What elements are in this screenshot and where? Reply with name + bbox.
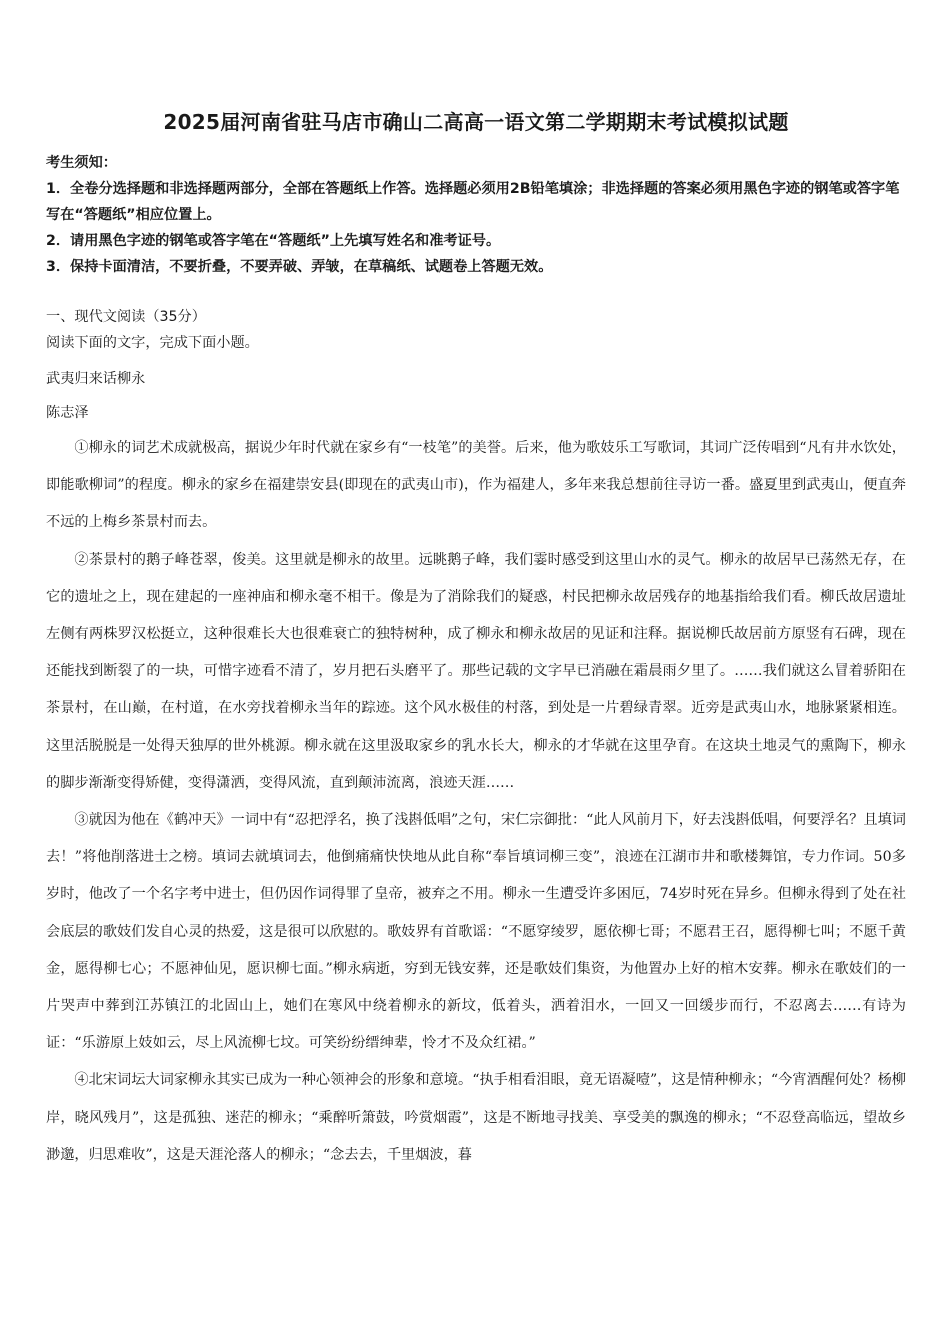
exam-notice (46, 150, 906, 280)
reading-instruction: 阅读下面的文字，完成下面小题。 (46, 335, 259, 351)
article-title: 武夷归来话柳永 (46, 371, 146, 387)
article-paragraph-3: ③就因为他在《鹤冲天》一词中有“忍把浮名，换了浅斟低唱”之句，宋仁宗御批：“此人风前月下，好去浅斟低唱，何要浮名？且填词去！”将他削落进士之榜。填词去就填词去，他倒痛痛快快地从此自称“奉旨填词柳三变”，浪迹在江湖市井和歌楼舞馆，专力作词。50多岁时，他改了一个名字考中进士，但仍因作词得罪了皇帝，被弃之不用。柳永一生遭受许多困厄，74岁时死在异乡。但柳永得到了处在社会底层的歌妓们发自心灵的热爱，这是很可以欣慰的。歌妓界有首歌谣：“不愿穿绫罗，愿依柳七哥；不愿君王召，愿得柳七叫；不愿千黄金，愿得柳七心；不愿神仙见，愿识柳七面。”柳永病逝，穷到无钱安葬，还是歌妓们集资，为他置办上好的棺木安葬。柳永在歌妓们的一片哭声中葬到江苏镇江的北固山上，她们在寒风中绕着柳永的新坟，低着头，洒着泪水，一回又一回缓步而行，不忍离去……有诗为证：“乐游原上妓如云，尽上风流柳七坟。可笑纷纷缙绅辈，怜才不及众红裙。” (46, 812, 906, 1052)
article-paragraph-1: ①柳永的词艺术成就极高，据说少年时代就在家乡有“一枝笔”的美誉。后来，他为歌妓乐工写歌词，其词广泛传唱到“凡有井水饮处，即能歌柳词”的程度。柳永的家乡在福建崇安县(即现在的武夷山市)，作为福建人，多年来我总想前往寻访一番。盛夏里到武夷山，便直奔不远的上梅乡茶景村而去。 (46, 440, 906, 531)
page-title: 2025届河南省驻马店市确山二高高一语文第二学期期末考试模拟试题 (163, 110, 789, 134)
notice-heading: 考生须知： (46, 155, 117, 171)
article-paragraph-2: ②茶景村的鹅子峰苍翠，俊美。这里就是柳永的故里。远眺鹅子峰，我们霎时感受到这里山水的灵气。柳永的故居早已荡然无存，在它的遗址之上，现在建起的一座神庙和柳永毫不相干。像是为了消除我们的疑惑，村民把柳永故居残存的地基指给我们看。柳氏故居遗址左侧有两株罗汉松挺立，这种很难长大也很难衰亡的独特树种，成了柳永和柳永故居的见证和注释。据说柳氏故居前方原竖有石碑，现在还能找到断裂了的一块，可惜字迹看不清了，岁月把石头磨平了。那些记载的文字早已消融在霜晨雨夕里了。……我们就这么冒着骄阳在茶景村，在山巅，在村道，在水旁找着柳永当年的踪迹。这个风水极佳的村落，到处是一片碧绿青翠。近旁是武夷山水，地脉紧紧相连。这里活脱脱是一处得天独厚的世外桃源。柳永就在这里汲取家乡的乳水长大，柳永的才华就在这里孕育。在这块土地灵气的熏陶下，柳永的脚步渐渐变得矫健，变得潇洒，变得风流，直到颠沛流离，浪迹天涯…… (46, 551, 906, 791)
notice-item-3: 3．保持卡面清洁，不要折叠，不要弄破、弄皱，在草稿纸、试题卷上答题无效。 (46, 259, 553, 275)
notice-item-2: 2．请用黑色字迹的钢笔或答字笔在“答题纸”上先填写姓名和准考证号。 (46, 233, 501, 249)
section-heading: 一、现代文阅读（35分） (46, 309, 206, 325)
article-author: 陈志泽 (46, 405, 89, 421)
notice-item-1: 1．全卷分选择题和非选择题两部分，全部在答题纸上作答。选择题必须用2B铅笔填涂；非选择题的答案必须用黑色字迹的钢笔或答字笔写在“答题纸”相应位置上。 (46, 181, 900, 223)
document-page (46, 108, 906, 1174)
article-paragraph-4: ④北宋词坛大词家柳永其实已成为一种心领神会的形象和意境。“执手相看泪眼，竟无语凝噎”，这是情种柳永；“今宵酒醒何处？杨柳岸，晓风残月”，这是孤独、迷茫的柳永；“乘醉听箫鼓，吟赏烟霞”，这是不断地寻找美、享受美的飘逸的柳永；“不忍登高临远，望故乡渺邈，归思难收”，这是天涯沦落人的柳永；“念去去，千里烟波，暮 (46, 1072, 906, 1163)
